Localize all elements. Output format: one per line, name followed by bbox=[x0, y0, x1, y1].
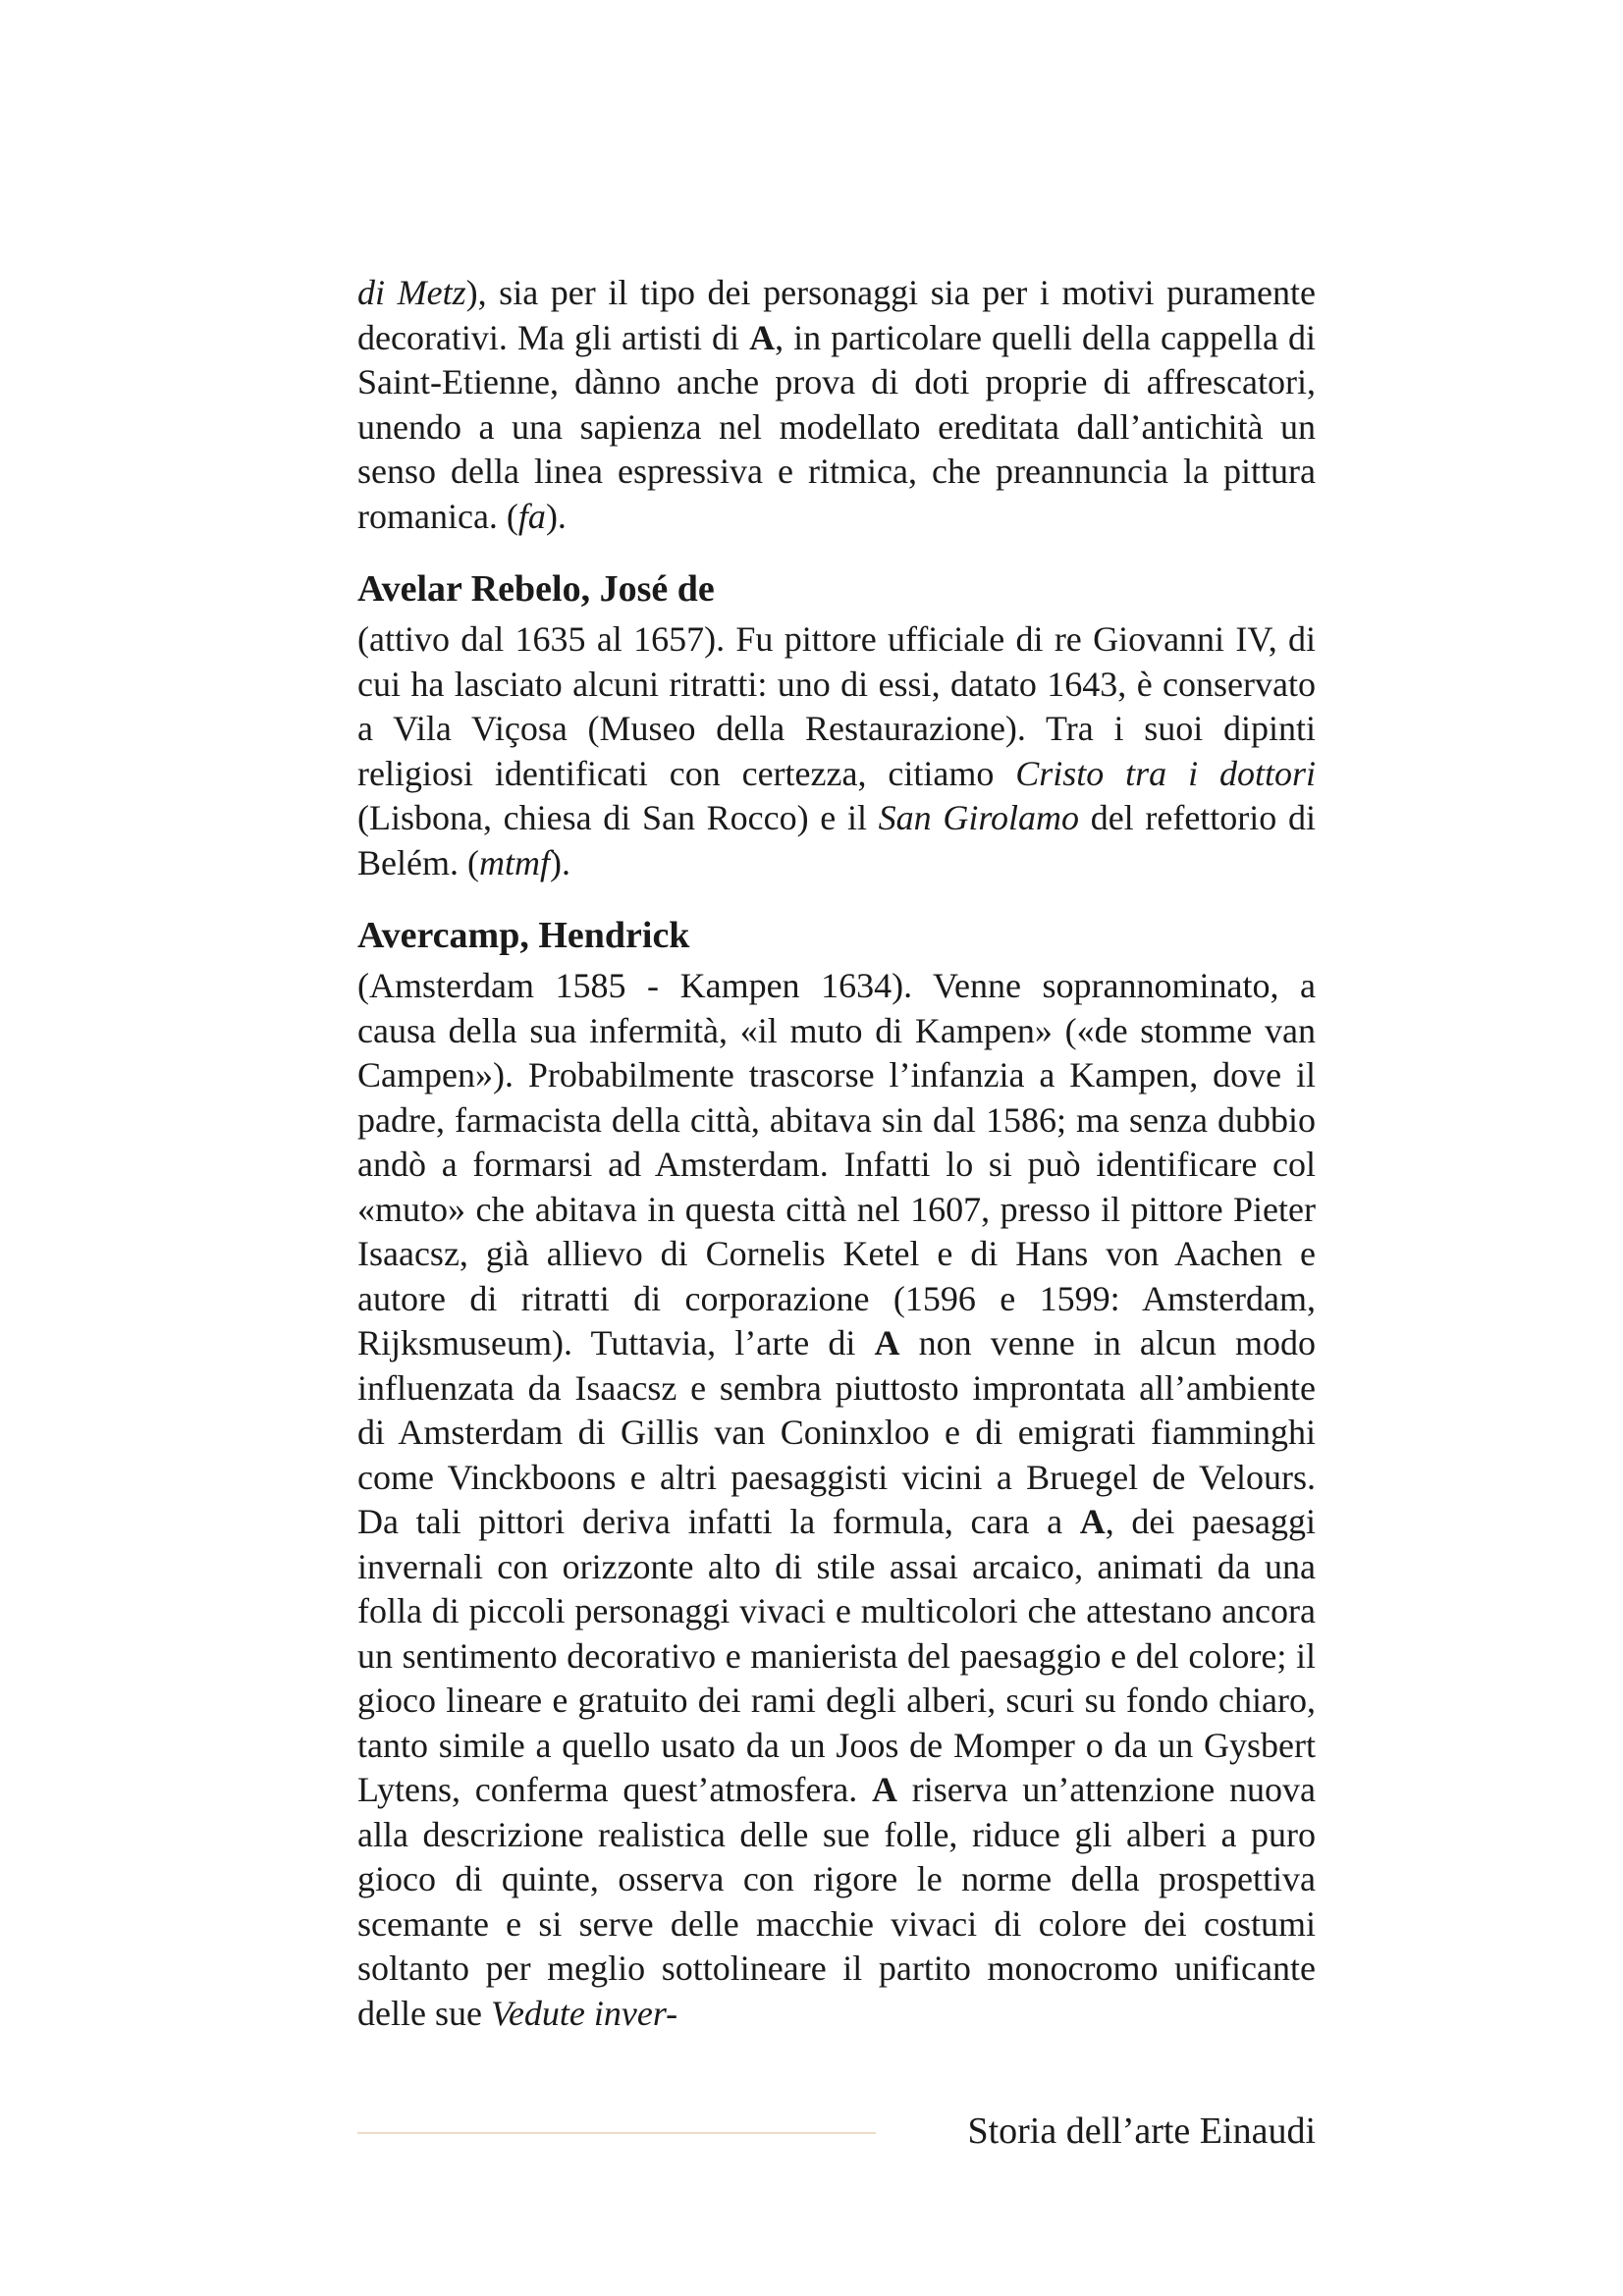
text-run: , dei paesaggi invernali con orizzonte alto di stile assai arcaico, animati da una folla di piccoli personaggi vivaci e multicolori che attestano ancora un sentimento decorativo e manierista del paesaggio e del colore; il gioco lineare e gratuito dei rami degli alberi, scuri su fondo chiaro, tanto simile a quello usato da un Joos de Momper o da un Gysbert Lytens, conferma quest’atmosfera. bbox=[357, 1502, 1316, 1809]
text-run: mtmf bbox=[478, 842, 550, 882]
footer-divider bbox=[357, 2132, 876, 2134]
entry-abbreviation: A bbox=[1079, 1502, 1106, 1541]
text-run: fa bbox=[517, 496, 546, 536]
entry-abbreviation: A bbox=[874, 1323, 900, 1362]
text-run: riserva un’attenzione nuova alla descrizione realistica delle sue folle, riduce gli alberi a puro gioco di quinte, osserva con rigore le norme della prospettiva scemante e si serve delle macchie vivaci di colore dei costumi soltanto per meglio sottolineare il partito monocromo unificante delle sue bbox=[357, 1770, 1316, 2033]
footer-publisher: Storia dell’arte Einaudi bbox=[967, 2110, 1316, 2152]
text-run: ), sia per il tipo dei personaggi sia per i motivi puramente decorativi. Ma gli artisti di bbox=[357, 273, 1316, 357]
text-run: , in particolare quelli della cappella di Saint-Etienne, dànno anche prova di doti proprie di affrescatori, unendo a una sapienza nel modellato ereditata dall’antichità un senso della linea espressiva e ritmica, che preannuncia la pittura romanica. ( bbox=[357, 317, 1316, 536]
text-run: ). bbox=[545, 496, 567, 536]
entry-title: Avelar Rebelo, José de bbox=[357, 568, 715, 610]
text-run: San Girolamo bbox=[878, 798, 1080, 837]
text-run: (Amsterdam 1585 - Kampen 1634). Venne soprannominato, a causa della sua infermità, «il muto di Kampen» («de stomme van Campen»). Probabilmente trascorse l’infanzia a Kampen, dove il padre, farmacista della città, abitava sin dal 1586; ma senza dubbio andò a formarsi ad Amsterdam. Infatti lo si può identificare col «muto» che abitava in questa città nel 1607, presso il pittore Pieter Isaacsz, già allievo di Cornelis Ketel e di Hans von Aachen e autore di ritratti di corporazione (1596 e 1599: Amsterdam, Rijksmuseum). Tuttavia, l’arte di bbox=[357, 966, 1316, 1362]
entry-body bbox=[357, 964, 1316, 2036]
text-run: di Metz bbox=[357, 273, 466, 312]
text-run: non venne in alcun modo influenzata da Isaacsz e sembra piuttosto improntata all’ambiente di Amsterdam di Gillis van Coninxloo e di emigrati fiamminghi come Vinckboons e altri paesaggisti vicini a Bruegel de Velours. Da tali pittori deriva infatti la formula, cara a bbox=[357, 1323, 1316, 1541]
text-run: Vedute inver- bbox=[490, 1993, 678, 2033]
entry-abbreviation: A bbox=[749, 317, 776, 357]
article-body bbox=[357, 271, 1316, 2036]
text-run: (Lisbona, chiesa di San Rocco) e il bbox=[357, 798, 879, 837]
continuation-paragraph bbox=[357, 271, 1316, 539]
entry-abbreviation: A bbox=[871, 1770, 897, 1809]
entry-title: Avercamp, Hendrick bbox=[357, 915, 690, 956]
text-run: (attivo dal 1635 al 1657). Fu pittore ufficiale di re Giovanni IV, di cui ha lasciato alcuni ritratti: uno di essi, datato 1643, è conservato a Vila Viçosa (Museo della Restaurazione). Tra i suoi dipinti religiosi identificati con certezza, citiamo bbox=[357, 619, 1316, 793]
text-run: Cristo tra i dottori bbox=[1015, 753, 1316, 793]
text-run: del refettorio di Belém. ( bbox=[357, 798, 1316, 882]
text-run: ). bbox=[549, 842, 570, 882]
entry-body bbox=[357, 617, 1316, 885]
